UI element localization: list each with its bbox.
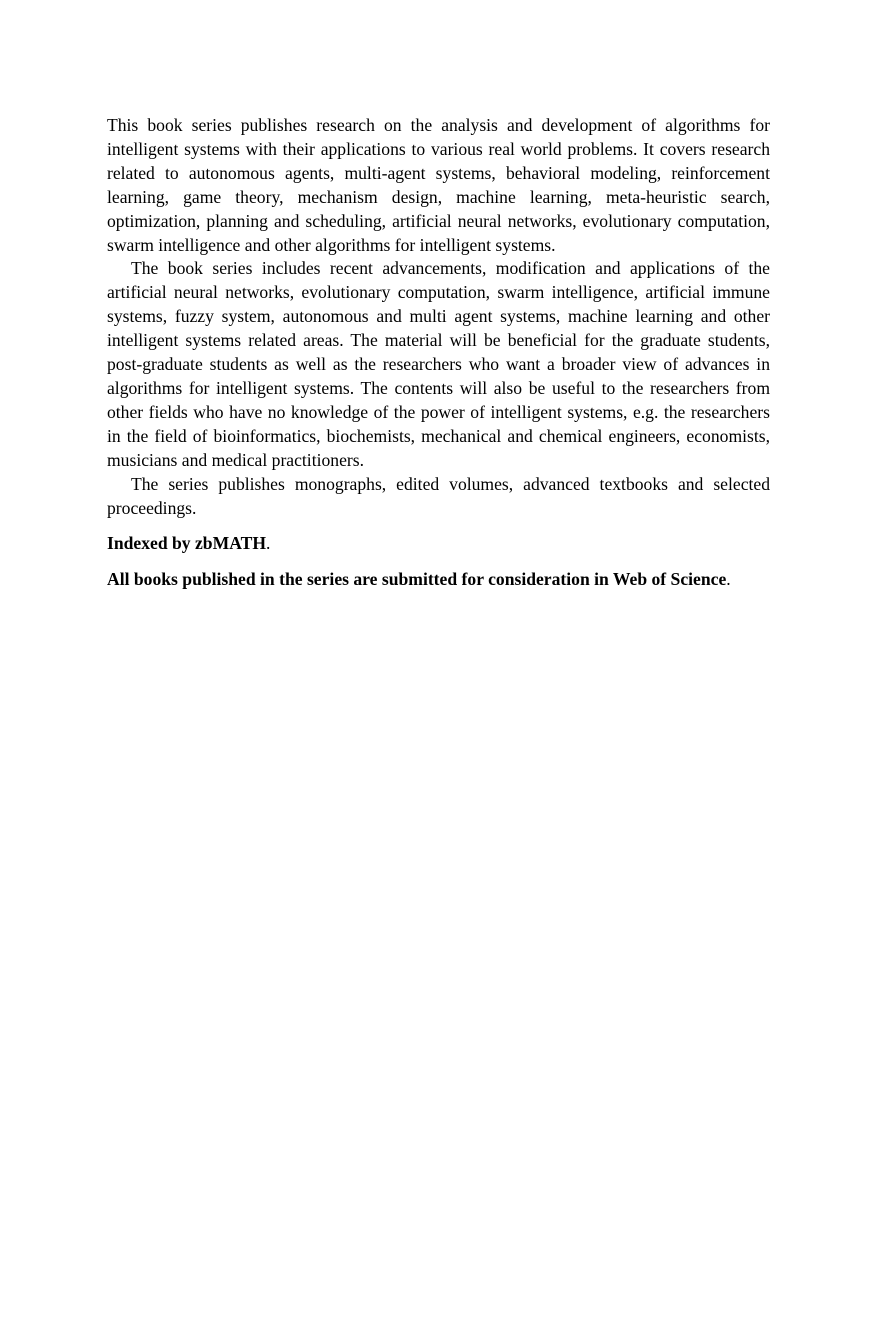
web-of-science-note-period: . (726, 569, 731, 590)
indexing-note (107, 532, 770, 556)
web-of-science-note-text: All books published in the series are submitted for consideration in Web of Science (107, 569, 727, 590)
web-of-science-note (107, 568, 770, 592)
indexing-note-period: . (266, 533, 271, 554)
paragraph-scope: This book series publishes research on the analysis and development of algorithms for intelligent systems with their applications to various real world problems. It covers research related to autonomous agents, multi-agent systems, behavioral modeling, reinforcement learning, game theory, mechanism design, machine learning, meta-heuristic search, optimization, planning and scheduling, artificial neural networks, evolutionary computation, swarm intelligence and other algorithms for intelligent systems. (107, 115, 770, 255)
series-description (107, 114, 770, 592)
paragraph-publication-types: The series publishes monographs, edited volumes, advanced textbooks and selected proceedings. (107, 473, 770, 518)
indexing-note-text: Indexed by zbMATH (107, 533, 267, 554)
paragraph-contents: The book series includes recent advancements, modification and applications of the artificial neural networks, evolutionary computation, swarm intelligence, artificial immune systems, fuzzy system, autonomous and multi agent systems, machine learning and other intelligent systems related areas. The material will be beneficial for the graduate students, post-graduate students as well as the researchers who want a broader view of advances in algorithms for intelligent systems. The contents will also be useful to the researchers from other fields who have no knowledge of the power of intelligent systems, e.g. the researchers in the field of bioinformatics, biochemists, mechanical and chemical engineers, economists, musicians and medical practitioners. (107, 258, 770, 470)
